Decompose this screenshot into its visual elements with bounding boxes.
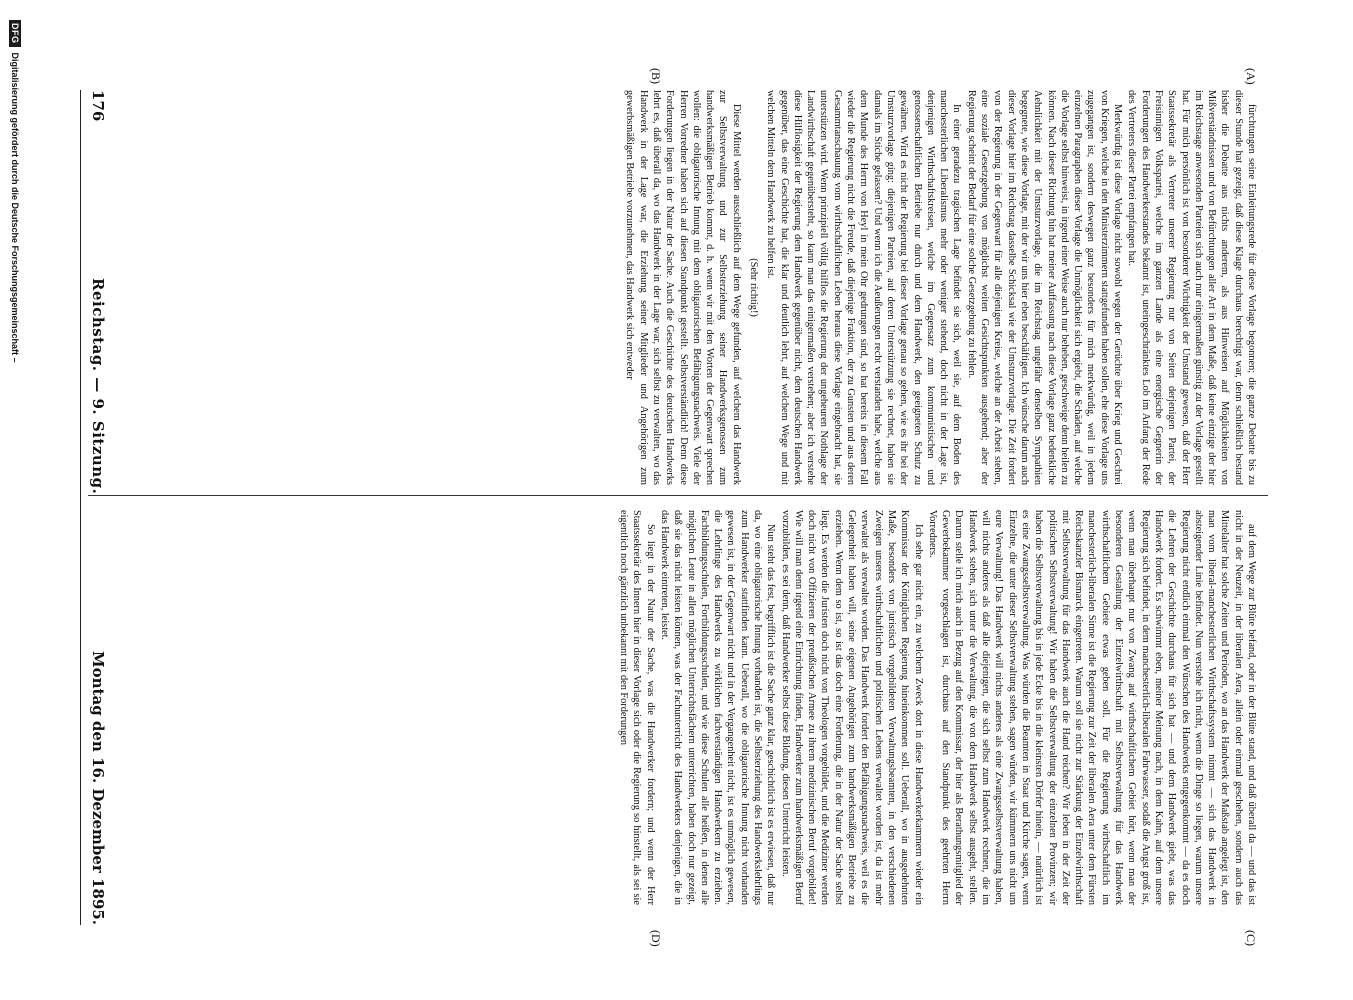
paragraph: auf dem Wege zur Blüte befand, oder in der Blüte stand, und daß überall da — und das ist nicht in der Neuzeit, in der liberalen Aera, allein oder einmal geschehen, sondern auch das Mittelalter hat solche Zeiten und Perioden, wo an das Handwerk der Maßstab angelegt ist, den man vom liberal-manchesterlichen Wirthschaftssystem nimmt — sich das Handwerk in absteigender Linie befindet. Nun verstehe ich nicht, wenn die Dinge so liegen, warum unsere Regierung nicht endlich einmal den Wünschen des Handwerks entgegenkommt — da es doch die Lehren der Geschichte durchaus für sich hat — und dem Handwerk giebt, was das Handwerk fordert. Es schwimmt eben, meiner Meinung nach, in dem Kahn, auf dem unsere Regierung sich befindet, in dem manchesterlich-liberalen Fahrwasser, sodaß die Angst groß ist, wenn man überhaupt nur von Zwang auf wirthschaftlichem Gebiet hört, wenn man der besonderen Gestaltung der Einzelwirthschaft mit Selbstverwaltung für das Handwerk wirthschaftlichem Gebiete etwas geben soll. Für die Regierung wirthschaftlich im manchesterlich-liberalen Sinne ist die Regierung zur Zeit der liberalen Aera unter dem Fürsten Reichskanzler Bismarck eingetreten. Warum soll sie nicht zur Stärkung der Einzelwirthschaft mit Selbstverwaltung für das Handwerk auch die Hand reichen? Wir leben in der Zeit der politischen Selbstverwaltung! Wir haben die Selbstverwaltung der einzelnen Provinzen; wir haben die Selbstverwaltung bis in jede Ecke bis in die kleinsten Dörfer hinein, — natürlich ist es eine Zwangsselbstverwaltung. Was würden die Beamten in Staat und Kirche sagen, wenn Einzelne, die unter dieser Selbstverwaltung stehen, sagen würden, wir kümmern uns nicht um eure Verwaltung! Das Handwerk will nichts anderes als eine Zwangsselbstverwaltung haben, will nichts anderes als daß alle diejenigen, die sich selbst zum Handwerk rechnen, die im Handwerk stehen, sich unter die Verwaltung, die von dem Handwerk selbst ausgeht, stellen. Darum stelle ich mich auch in Bezug auf den Kommissar, der hier als Berathungsmitglied der Gewerbekammer vorgeschlagen ist, durchaus auf den Standpunkt des geehrten Herrn Vorredners. [926,510,1257,905]
paragraph: Nun steht das fest, begrifflich ist die Sache ganz klar, geschichtlich ist es erwiesen, daß nur da, wo eine obligatorische Innung vorhanden ist, die Selbsterziehung des Handwerkslehrlings zum Handwerker stattfinden kann. Ueberall, wo die obligatorische Innung nicht vorhanden gewesen ist, in der Gegenwart nicht und in der Vergangenheit nicht, ist es unmöglich gewesen, die Lehrlinge des Handwerks zu wirklichen fachverständigen Handwerkern zu erziehen. Fachbildungsschulen, Fortbildungsschulen, und wie diese Schulen alle heißen, in denen alle möglichen Leute in allen möglichen Unterrichtsfächern unterrichten, haben doch nur gezeigt, daß sie das nicht leisten können, was der Fachunterricht des Handwerkers denjenigen, die in das Handwerk eintreten, leistet. [658,510,777,905]
paragraph: In einer geradezu tragischen Lage befindet sie sich, weil sie, auf dem Boden des manchesterlichen Liberalismus mehr oder weniger stehend, doch nicht in der Lage ist, denjenigen Wirthschaftskreisen, welche im Gegensatz zum kommunistischen und genossenschaftlichen Betriebe nur durch und dem Handwerk, den geeigneten Schutz zu gewähren. Wird es nicht der Regierung bei dieser Vorlage genau so gehen, wie es ihr bei der Umsturzvorlage ging: diejenigen Parteien, auf deren Unterstützung sie rechnet, haben sie damals im Stiche gelassen? Und wenn ich die Aeußerungen recht verstanden habe, welche aus dem Munde des Herrn von Heyl in mein Ohr gedrungen sind, so hat bereits in diesem Fall wieder die Regierung nicht die Freude, daß diejenige Fraktion, der zu Gunsten und aus deren Gesammtanschauung vom wirthschaftlichen Leben heraus diese Vorlage eingebracht hat, sie unterstützen wird. Wenn prinzipiell völlig hilflos die Regierung der ungeheuren Nothlage der Landwirthschaft gegenübersteht, so kann man das einigermaßen verstehen; aber ich verstehe diese Hilflosigkeit der Regierung dem Handwerk gegenüber nicht, dem deutschen Handwerk gegenüber, das eine Geschichte hat, die klar und deutlich lehrt, auf welchem Wege und mit welchen Mitteln dem Handwerk zu helfen ist. [765,90,963,485]
paragraph: Diese Mittel werden ausschließlich auf dem Wege gefunden, auf welchem das Handwerk zur Selbstverwaltung und zur Selbsterziehung seiner Handwerksgenossen zum handwerksmäßigen Betrieb kommt, d. h. wenn wir mit den Worten der Gegenwart sprechen wollen: die obligatorische Innung mit dem obligatorischen Befähigungsnachweis. Viele der Herren Vorredner haben sich auf diesen Standpunkt gestellt. Selbstverständlich! Denn diese Forderungen liegen in der Natur der Sache. Auch die Geschichte des deutschen Handwerks lehrt es, daß überall da, wo das Handwerk in der Lage war, sich selbst zu verwalten, wo das Handwerk in der Lage war, die Erziehung seiner Mitglieder und Angehörigen zum gewerbsmäßigen Betriebe vorzunehmen, das Handwerk sich entweder [624,90,742,485]
page-number: 176 [89,90,107,122]
paragraph: So liegt in der Natur der Sache, was die Handwerker fordern; und wenn der Herr Staatssekretär des Innern hier in dieser Vorlage sich oder die Regierung so hinstellt, als sei sie eigentlich noch gänzlich unbekannt mit den Forderungen [618,510,656,905]
paragraph: fürchtungen seine Einleitungsrede für diese Vorlage begonnen; die ganze Debatte bis zu dieser Stunde hat gezeigt, daß diese Klage durchaus berechtigt war, denn schließlich bestand bisher die Debatte aus nichts anderem, als aus Hinweisen auf Möglichkeiten von Mißverständnissen und von Befürchtungen aller Art in dem Maße, daß keine einzige der hier im Reichstage anwesenden Parteien sich auch nur einigermaßen günstig zu der Vorlage gestellt hat. Für mich persönlich ist von besonderer Wichtigkeit der Umstand gewesen, daß der Herr Staatssekretär als Vertreter unserer Regierung nur von Seiten derjenigen Partei, der Freisinnigen Volkspartei, welche im ganzen Lande als eine energische Gegnerin der Forderungen des Handwerkerstandes bekannt ist, uneingeschränktes Lob im Anfang der Rede des Vertreters dieser Partei empfangen hat. [1126,90,1257,485]
session-date: Montag den 16. Dezember 1895. [89,651,107,925]
margin-marker-c: (C) [1244,930,1258,946]
right-column [93,510,1258,905]
column-divider [88,495,1268,496]
margin-marker-b: (B) [649,68,663,84]
paragraph: Merkwürdig ist diese Vorlage nicht sowohl wegen der Gerüchte über Krieg und Geschrei von Kriegen, welche in den Ministerzimmern stattgefunden haben sollen, ehe diese Vorlage uns zugegangen ist, sondern deswegen ganz besonders für mich merkwürdig, weil in jedem einzelnen Paragraphen dieser Vorlage die Unmöglichkeit sich ergiebt, die Schäden, auf welche die Vorlage selbst hinweist, in irgend einer Weise auch nur beheben, geschweige denn heilen zu können. Nach dieser Richtung hin hat meiner Auffassung nach diese Vorlage ganz bedenkliche Aehnlichkeit mit der Umsturzvorlage, die im Reichstag ungefähr denselben Sympathien begegnete, wie diese Vorlage, mit der wir uns hier eben beschäftigen. Ich wünsche darum auch dieser Vorlage hier im Reichstag dasselbe Schicksal wie der Umsturzvorlage. Die Zeit fordert von der Regierung in der Gegenwart für alle diejenigen Kreise, welche an der Arbeit stehen, eine soziale Gesetzgebung von möglichst weiten Gesichtspunkten ausgehend; aber der Regierung scheint der Bedarf für eine solche Gesetzgebung zu fehlen. [965,90,1124,485]
paragraph: Ich sehe gar nicht ein, zu welchem Zweck dort in diese Handwerkerkammern wieder ein Kommissar der Königlichen Regierung hineinkommen soll. Ueberall, wo in ausgedehnten Maße, besonders von juristisch vorgebildeten Verwaltungsbeamten, in den verschiedenen Zweigen unseres wirthschaftlichen und politischen Lebens verwaltet worden ist, da ist mehr verwaltet als verwaltet worden. Das Handwerk fordert den Befähigungsnachweis, weil es die Gelegenheit haben will, seine eigenen Angehörigen zum handwerksmäßigen Betriebe zu erziehen. Wenn dem so ist, so ist das doch eine Forderung, die in der Natur der Sache selbst liegt. Es werden die Juristen doch nicht von Theologen vorgebildet, und die Mediziner werden doch nicht von Offizieren der preußischen Armee zu ihrem medizinischen Beruf vorgebildet! Wie will man denn irgend eine Einrichtung finden, Handwerker zum handwerksmäßigen Beruf vorzubilden, es sei denn, daß Handwerker selbst diese Bildung, diesen Unterricht leisten. [779,510,924,905]
left-column [93,90,1258,485]
margin-marker-d: (D) [649,930,663,947]
digitization-note [7,20,23,1000]
digitization-text: Digitalisierung gefördert durch die Deutsche Forschungsgemeinschaft – [10,52,20,363]
session-title: Reichstag. — 9. Sitzung. [89,277,107,495]
margin-marker-a: (A) [1244,68,1258,85]
dfg-logo: DFG [9,20,21,47]
header-rule [80,90,81,925]
interjection: (Sehr richtig!) [748,258,760,317]
